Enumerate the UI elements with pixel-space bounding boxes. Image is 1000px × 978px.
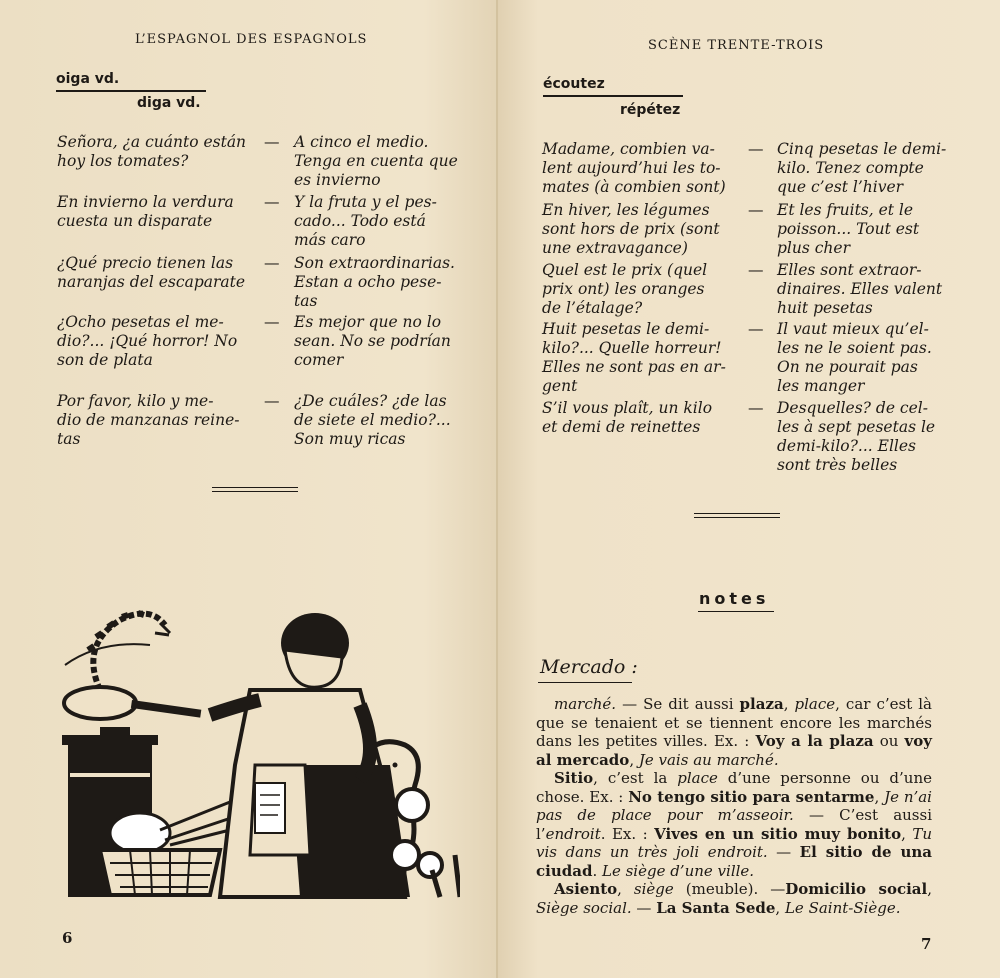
dialogue-line: sean. No se podrían [294, 332, 451, 350]
dialogue-line: demi-kilo?... Elles [777, 437, 917, 455]
running-head-right: SCÈNE TRENTE-TROIS [648, 38, 825, 53]
dialogue-dash: — [264, 133, 280, 151]
dialogue-line: A cinco el medio. [294, 133, 429, 151]
note-text: Je vais au marché. [638, 750, 779, 769]
note-text: Le Saint-Siège. [784, 898, 901, 917]
dialogue-line: tas [294, 292, 318, 310]
dialogue-answer [777, 320, 947, 396]
dialogue-line: dio de manzanas reine- [57, 411, 240, 429]
dialogue-line: Elles sont extraor- [777, 261, 922, 279]
dialogue-line: cado... Todo está [294, 212, 426, 230]
dialogue-answer [294, 193, 469, 250]
label-listen-es: oiga vd. [56, 71, 120, 87]
dialogue-line: son de plata [57, 351, 153, 369]
section-divider [212, 487, 298, 492]
note-text: voy al mercado [536, 732, 932, 769]
note-text: , c’est la [593, 769, 678, 787]
dialogue-question [542, 320, 737, 396]
dialogue-line: sont hors de prix (sont [542, 220, 720, 238]
note-text: , [629, 750, 639, 769]
dialogue-line: gent [542, 377, 578, 395]
dialogue-answer [777, 140, 947, 197]
note-text: , [901, 824, 913, 843]
dialogue-question [57, 392, 257, 449]
label-underline [543, 95, 683, 97]
dialogue-dash: — [264, 254, 280, 272]
notes-title: notes [699, 589, 770, 608]
note-text: Asiento [554, 880, 618, 898]
dialogue-line: une extravagance) [542, 239, 688, 257]
note-text: plaza [739, 695, 784, 713]
note-text: (meuble). — [673, 880, 786, 898]
dialogue-line: comer [294, 351, 344, 369]
dialogue-line: lent aujourd’hui les to- [542, 159, 721, 177]
dialogue-line: más caro [294, 231, 366, 249]
note-text: place [794, 695, 836, 713]
dialogue-line: que c’est l’hiver [777, 178, 904, 196]
left-page [0, 0, 498, 978]
dialogue-dash: — [748, 320, 764, 338]
dialogue-dash: — [264, 392, 280, 410]
note-text: d’une personne ou d’une chose. Ex. : [536, 769, 932, 806]
dialogue-question [542, 201, 737, 258]
dialogue-answer [294, 254, 469, 311]
dialogue-line: es invierno [294, 171, 381, 189]
dialogue-line: de l’étalage? [542, 299, 643, 317]
dialogue-line: En hiver, les légumes [542, 201, 710, 219]
dialogue-line: dio?... ¡Qué horror! No [57, 332, 238, 350]
note-text: endroit [545, 824, 601, 843]
dialogue-line: Et les fruits, et le [777, 201, 914, 219]
label-repeat-fr: répétez [620, 102, 681, 118]
dialogue-dash: — [264, 193, 280, 211]
note-text: — [631, 898, 657, 917]
dialogue-line: Cinq pesetas le demi- [777, 140, 947, 158]
note-text: , [775, 898, 785, 917]
dialogue-line: Desquelles? de cel- [777, 399, 928, 417]
frying-pan-icon [64, 644, 201, 719]
dialogue-line: Madame, combien va- [542, 140, 715, 158]
dialogue-line: tas [57, 430, 81, 448]
note-text: Siège social. [536, 898, 632, 917]
dialogue-dash: — [748, 261, 764, 279]
dialogue-line: En invierno la verdura [57, 193, 234, 211]
note-text: Sitio [554, 769, 594, 787]
note-text: La Santa Sede [656, 898, 776, 917]
dialogue-question [57, 313, 257, 370]
notes-title-underline [698, 611, 774, 612]
dialogue-line: Tenga en cuenta que [294, 152, 458, 170]
dialogue-line: Quel est le prix (quel [542, 261, 708, 279]
dialogue-dash: — [748, 399, 764, 417]
dialogue-line: kilo?... Quelle horreur! [542, 339, 722, 357]
right-page [498, 0, 1000, 978]
dialogue-line: ¿Ocho pesetas el me- [57, 313, 224, 331]
dialogue-line: Y la fruta y el pes- [294, 193, 437, 211]
label-listen-fr: écoutez [543, 76, 605, 92]
dialogue-line: ¿Qué precio tienen las [57, 254, 234, 272]
note-text: Le siège d’une ville. [601, 861, 755, 880]
notes-heading-underline [538, 682, 632, 683]
note-text: No tengo sitio para sentarme [628, 787, 875, 806]
cook-woman-icon [210, 613, 410, 897]
dialogue-line: S’il vous plaît, un kilo [542, 399, 713, 417]
dialogue-line: les ne le soient pas. [777, 339, 932, 357]
note-text: El sitio de una ciudad [536, 843, 932, 880]
note-text: ou [873, 732, 905, 750]
dialogue-line: naranjas del escaparate [57, 273, 246, 291]
dialogue-line: prix ont) les oranges [542, 280, 705, 298]
cook-illustration [60, 605, 460, 900]
label-repeat-es: diga vd. [137, 95, 201, 111]
notes-heading: Mercado : [540, 656, 638, 678]
note-text: marché. [554, 695, 617, 713]
dialogue-line: Estan a ocho pese- [294, 273, 442, 291]
dialogue-question [57, 254, 257, 292]
note-text: . [592, 861, 602, 880]
dialogue-answer [777, 201, 947, 258]
dialogue-line: On ne pourait pas [777, 358, 918, 376]
dialogue-question [542, 140, 737, 197]
note-text: Domicilio social [785, 880, 928, 898]
page-number-left: 6 [62, 929, 73, 947]
dialogue-dash: — [748, 140, 764, 158]
dialogue-question [542, 261, 737, 318]
dialogue-answer [294, 313, 469, 370]
note-text: place [677, 769, 718, 787]
dialogue-line: Por favor, kilo y me- [57, 392, 214, 410]
dialogue-line: et demi de reinettes [542, 418, 701, 436]
dialogue-line: Il vaut mieux qu’el- [777, 320, 929, 338]
dialogue-line: cuesta un disparate [57, 212, 213, 230]
dialogue-answer [777, 261, 947, 318]
note-text: , [617, 880, 634, 898]
dialogue-answer [294, 392, 469, 449]
dialogue-answer [294, 133, 469, 190]
dialogue-line: dinaires. Elles valent [777, 280, 943, 298]
dialogue-dash: — [264, 313, 280, 331]
dialogue-line: ¿De cuáles? ¿de las [294, 392, 447, 410]
page-number-right: 7 [921, 935, 932, 953]
dialogue-line: les manger [777, 377, 865, 395]
garlic-braid-icon [88, 613, 170, 690]
dialogue-line: Señora, ¿a cuánto están [57, 133, 247, 151]
notes-body [536, 695, 932, 917]
note-text: , [783, 695, 795, 713]
dialogue-answer [777, 399, 947, 475]
dialogue-line: Son extraordinarias. [294, 254, 455, 272]
note-text: . Ex. : [600, 824, 655, 843]
dialogue-line: de siete el medio?... [294, 411, 451, 429]
dialogue-line: Huit pesetas le demi- [542, 320, 710, 338]
note-text: — Se dit aussi [616, 695, 740, 713]
note-text: , [874, 787, 885, 806]
dialogue-line: hoy los tomates? [57, 152, 189, 170]
note-text: — C’est aussi l’ [536, 806, 932, 843]
note-text: Vives en un sitio muy bonito [654, 824, 902, 843]
label-underline [56, 90, 206, 92]
note-text: , car c’est là que se tenaient et se tiennent encore les marchés dans les petites villes. Ex. : [536, 695, 932, 750]
dialogue-line: Elles ne sont pas en ar- [542, 358, 726, 376]
note-text: , [927, 880, 932, 898]
note-text: siège [633, 880, 674, 898]
dialogue-line: poisson... Tout est [777, 220, 920, 238]
dialogue-question [57, 193, 257, 231]
dialogue-line: kilo. Tenez compte [777, 159, 924, 177]
note-text: Je n’ai pas de place pour m’asseoir. [536, 787, 932, 824]
dialogue-line: sont très belles [777, 456, 898, 474]
section-divider [694, 513, 780, 518]
dialogue-line: les à sept pesetas le [777, 418, 936, 436]
dialogue-line: Es mejor que no lo [294, 313, 442, 331]
dialogue-line: plus cher [777, 239, 850, 257]
dialogue-line: Son muy ricas [294, 430, 406, 448]
running-head-left: L’ESPAGNOL DES ESPAGNOLS [135, 32, 368, 47]
dialogue-question [57, 133, 257, 171]
dialogue-dash: — [748, 201, 764, 219]
dialogue-line: mates (à combien sont) [542, 178, 726, 196]
dialogue-question [542, 399, 737, 437]
note-text: — [767, 843, 800, 861]
note-text: Voy a la plaza [755, 732, 874, 750]
note-text: Tu vis dans un très joli endroit. [536, 824, 932, 861]
dialogue-line: huit pesetas [777, 299, 873, 317]
